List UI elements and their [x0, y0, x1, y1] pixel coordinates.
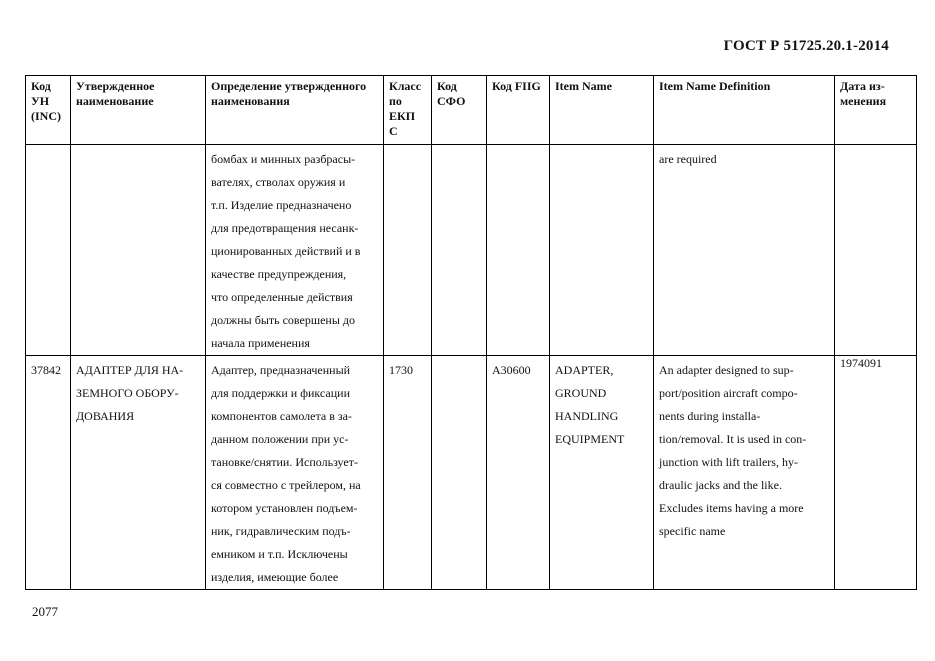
cell-item-name	[550, 145, 654, 356]
column-header-item-name: Item Name	[550, 76, 654, 145]
cell-change-date: 1974091	[835, 356, 917, 590]
column-header-approved-name: Утвержденное наименование	[71, 76, 206, 145]
cell-inc	[26, 145, 71, 356]
column-header-inc: Код УН (INC)	[26, 76, 71, 145]
column-header-change-date: Дата из- менения	[835, 76, 917, 145]
document-standard-number: ГОСТ Р 51725.20.1-2014	[723, 38, 889, 54]
cell-change-date	[835, 145, 917, 356]
column-header-class: Класс по ЕКП С	[384, 76, 432, 145]
cell-fiig	[487, 145, 550, 356]
cell-class	[384, 145, 432, 356]
table-row	[26, 356, 917, 590]
page-number: 2077	[32, 604, 58, 619]
cell-item-name: ADAPTER, GROUND HANDLING EQUIPMENT	[550, 356, 654, 590]
column-header-fiig: Код FIIG	[487, 76, 550, 145]
column-header-definition: Определение утвержденного наименования	[206, 76, 384, 145]
cell-item-name-definition: are required	[654, 145, 835, 356]
cell-sfo	[432, 356, 487, 590]
cell-definition: бомбах и минных разбрасы- вателях, стволах оружия и т.п. Изделие предназначено для предотвращения несанк- ционированных действий и в качестве предупреждения, что определенные действия должны быть совершены до начала применения	[206, 145, 384, 356]
table-row	[26, 145, 917, 356]
cell-approved-name: АДАПТЕР ДЛЯ НА- ЗЕМНОГО ОБОРУ- ДОВАНИЯ	[71, 356, 206, 590]
catalog-table	[25, 75, 917, 590]
column-header-sfo: Код СФО	[432, 76, 487, 145]
cell-item-name-definition: An adapter designed to sup- port/position aircraft compo- nents during installa- tion/removal. It is used in con- junction with lift trailers, hy- draulic jacks and the like. Excludes items having a more specific name	[654, 356, 835, 590]
cell-approved-name	[71, 145, 206, 356]
column-header-item-name-definition: Item Name Definition	[654, 76, 835, 145]
cell-definition: Адаптер, предназначенный для поддержки и фиксации компонентов самолета в за- данном положении при ус- тановке/снятии. Использует- ся совместно с трейлером, на котором установлен подъем- ник, гидравлическим подъ- емником и т.п. Исключены изделия, имеющие более	[206, 356, 384, 590]
cell-fiig: A30600	[487, 356, 550, 590]
cell-sfo	[432, 145, 487, 356]
cell-class: 1730	[384, 356, 432, 590]
table-header-row	[26, 76, 917, 145]
cell-inc: 37842	[26, 356, 71, 590]
